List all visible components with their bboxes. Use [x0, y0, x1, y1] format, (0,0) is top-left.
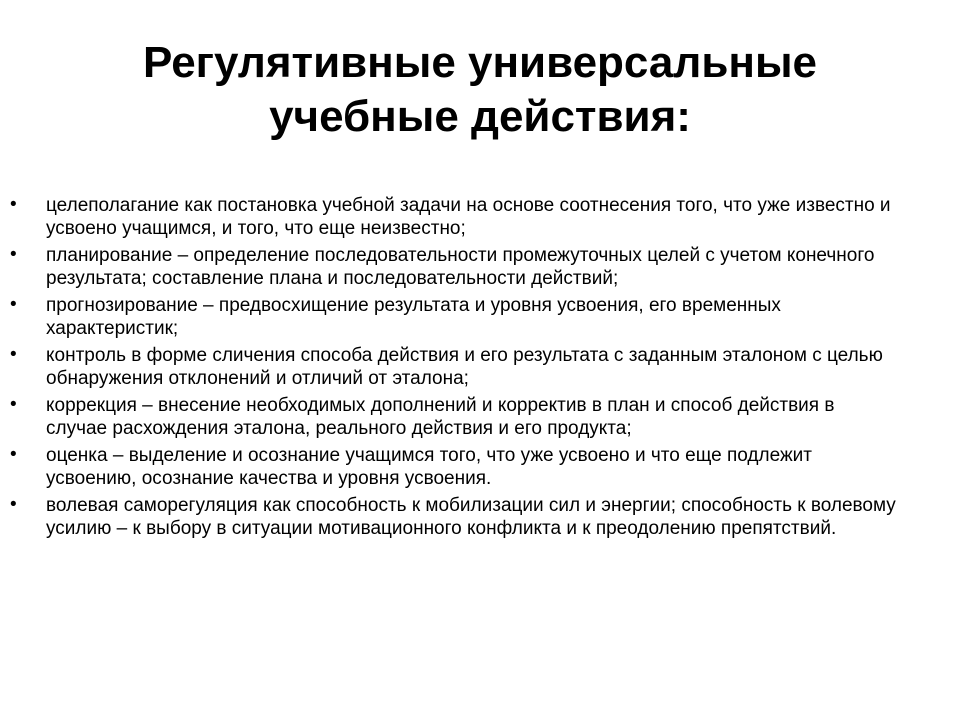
bullet-item-goal-setting — [10, 194, 900, 240]
slide-title — [40, 36, 920, 144]
bullet-text: контроль в форме сличения способа действия и его результата с заданным эталоном с целью обнаружения отклонений и отличий от эталона; — [46, 345, 883, 389]
bullet-item-forecasting — [10, 294, 900, 340]
bullet-item-correction — [10, 394, 900, 440]
bullet-item-self-regulation — [10, 494, 900, 540]
bullet-text: планирование – определение последовательности промежуточных целей с учетом конечного результата; составление плана и последовательности действий; — [46, 245, 875, 289]
bullet-text: коррекция – внесение необходимых дополнений и корректив в план и способ действия в случае расхождения эталона, реального действия и его продукта; — [46, 395, 835, 439]
bullet-icon: • — [10, 194, 17, 215]
bullet-list — [10, 194, 900, 544]
bullet-icon: • — [10, 394, 17, 415]
bullet-text: волевая саморегуляция как способность к мобилизации сил и энергии; способность к волевому усилию – к выбору в ситуации мотивационного конфликта и к преодолению препятствий. — [46, 495, 896, 539]
bullet-icon: • — [10, 294, 17, 315]
bullet-text: оценка – выделение и осознание учащимся того, что уже усвоено и что еще подлежит усвоению, осознание качества и уровня усвоения. — [46, 445, 812, 489]
bullet-text: прогнозирование – предвосхищение результата и уровня усвоения, его временных характеристик; — [46, 295, 781, 339]
bullet-icon: • — [10, 444, 17, 465]
bullet-icon: • — [10, 244, 17, 265]
bullet-item-planning — [10, 244, 900, 290]
slide-title-line-1: Регулятивные универсальные — [142, 38, 818, 87]
bullet-text: целеполагание как постановка учебной задачи на основе соотнесения того, что уже известно и усвоено учащимся, и того, что еще неизвестно; — [46, 195, 891, 239]
bullet-icon: • — [10, 494, 17, 515]
bullet-item-control — [10, 344, 900, 390]
bullet-item-assessment — [10, 444, 900, 490]
slide-title-line-2: учебные действия: — [269, 92, 691, 141]
bullet-icon: • — [10, 344, 17, 365]
